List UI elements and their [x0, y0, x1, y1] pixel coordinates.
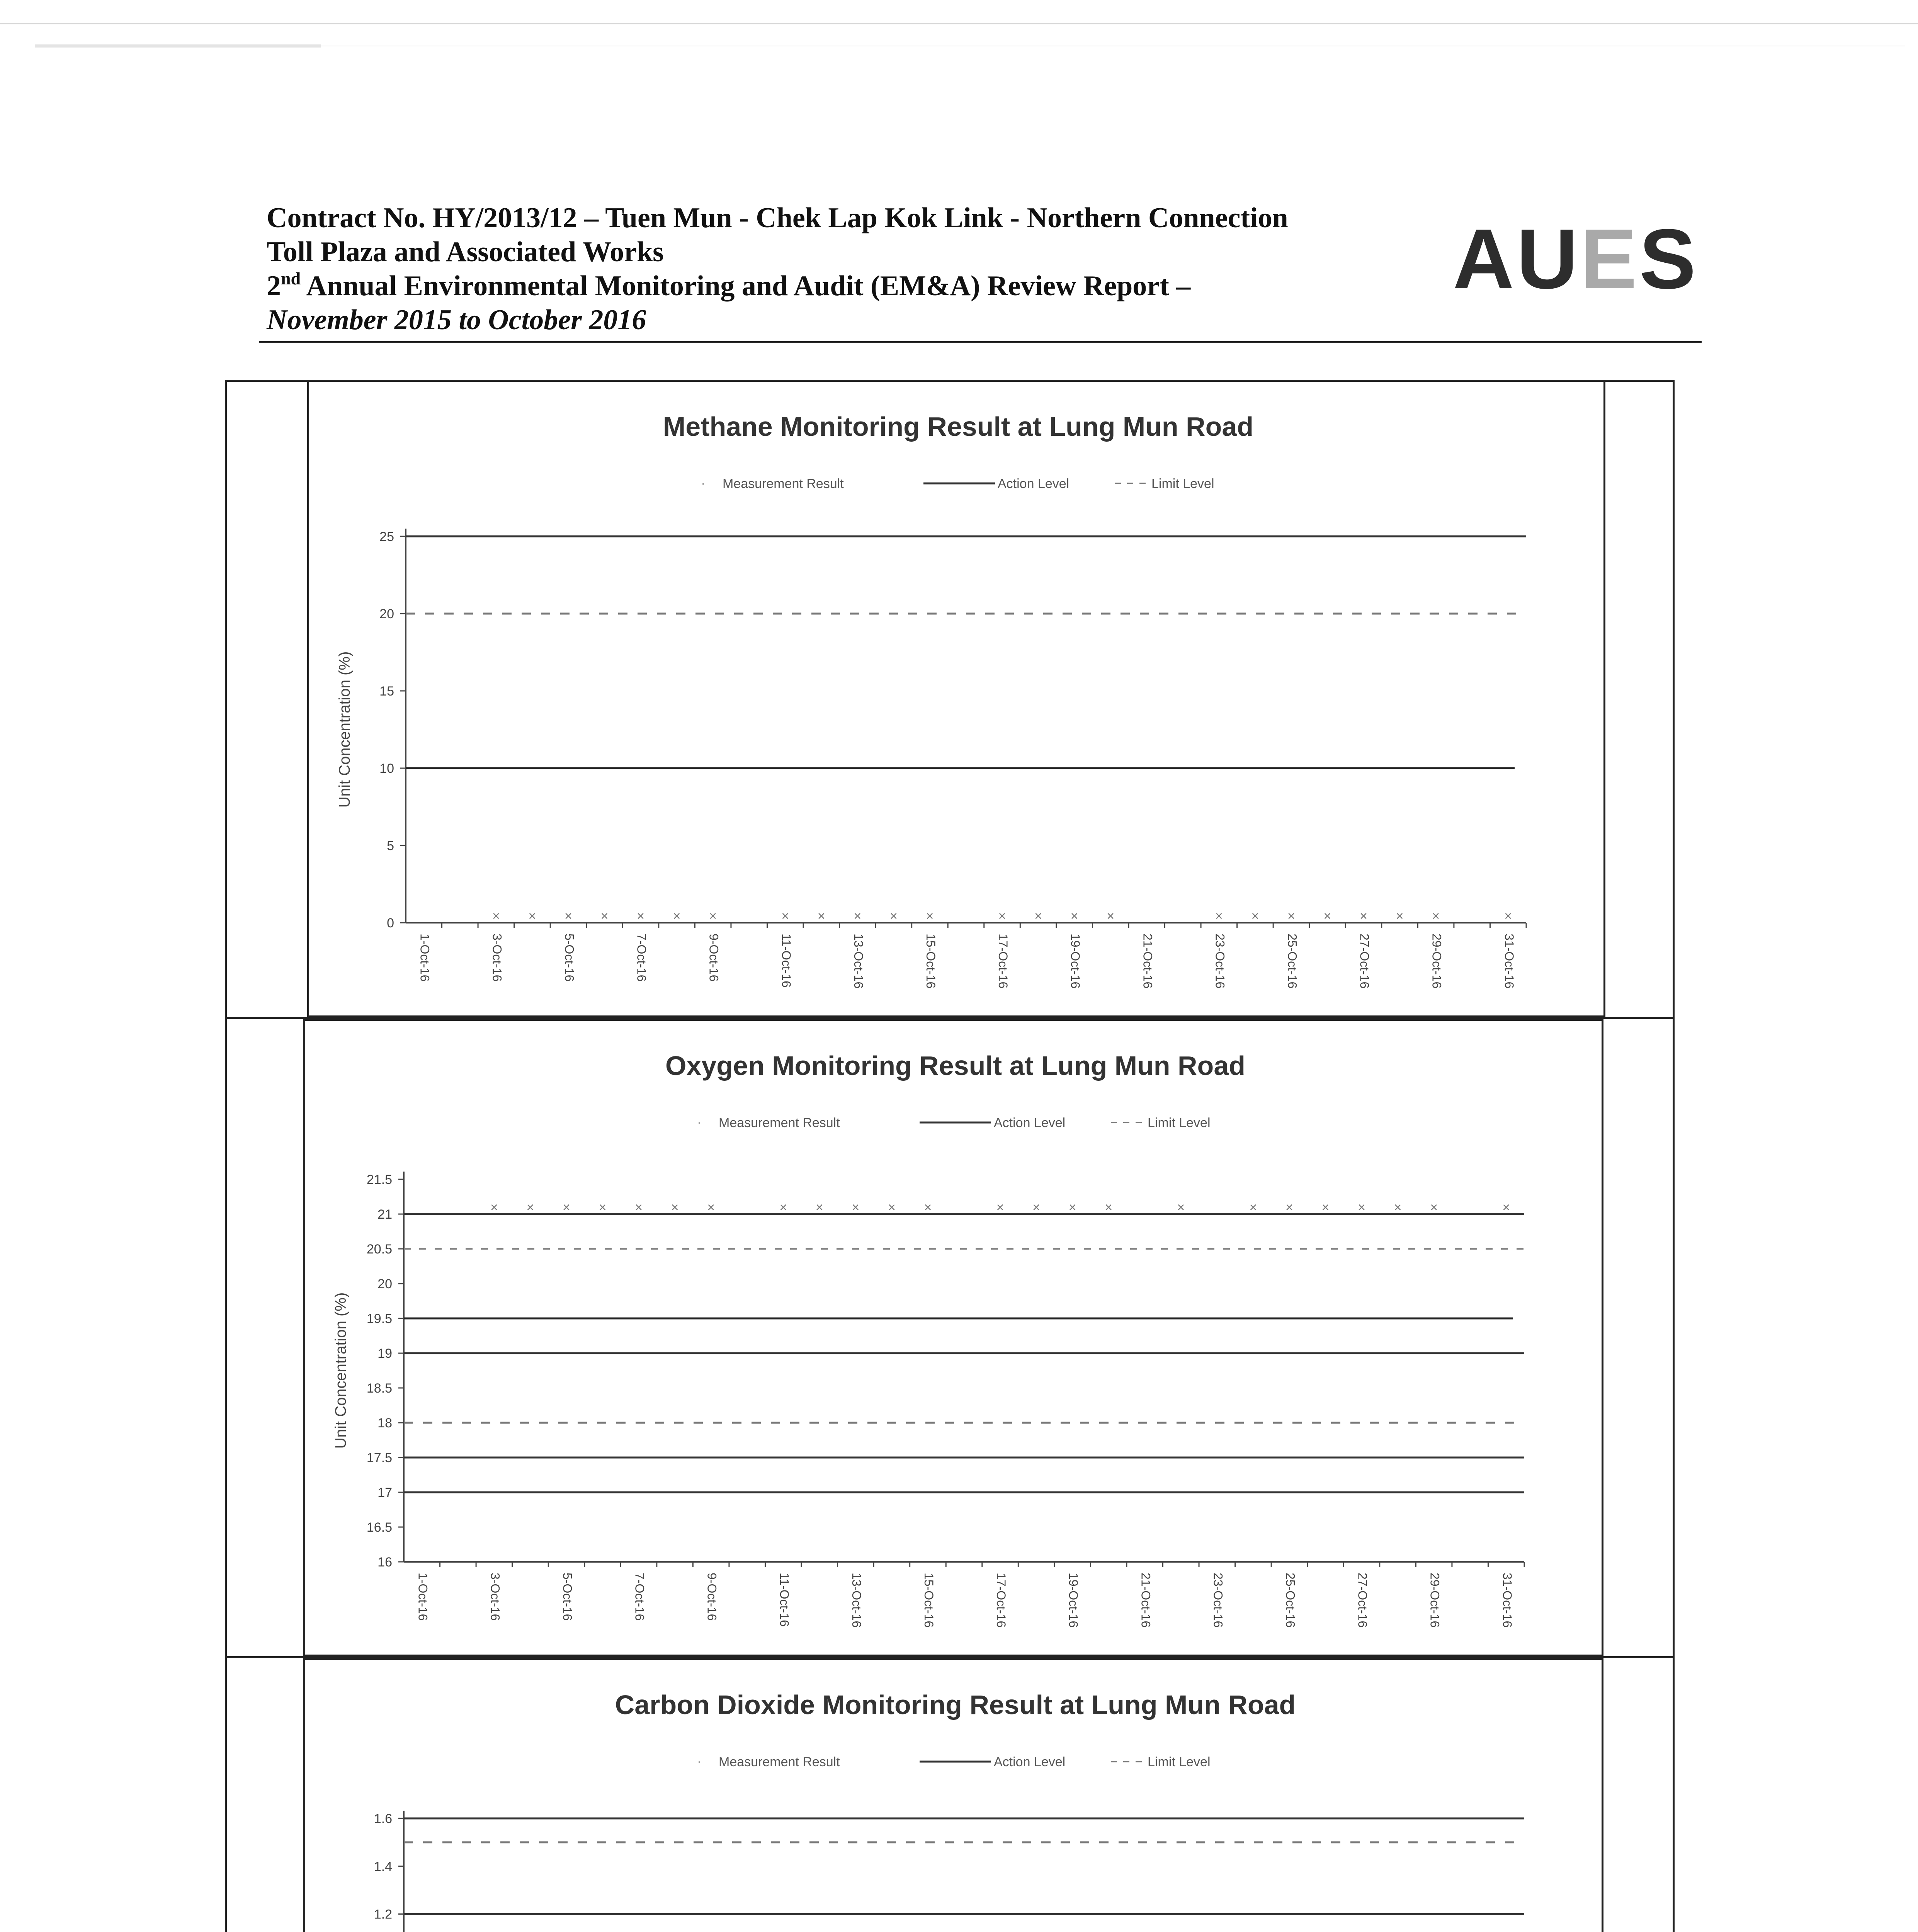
x-tick-label: 19-Oct-16: [1068, 934, 1083, 989]
measurement-point: ×: [1032, 1200, 1041, 1215]
x-tick-label: 9-Oct-16: [705, 1573, 719, 1621]
measurement-point: ×: [1432, 909, 1440, 923]
x-tick-label: 1-Oct-16: [418, 934, 432, 982]
measurement-point: ×: [1358, 1200, 1365, 1215]
report-period: November 2015 to October 2016: [267, 304, 646, 336]
measurement-point: ×: [526, 1200, 534, 1215]
measurement-point: ×: [781, 909, 789, 923]
measurement-point: ×: [852, 1200, 860, 1215]
y-tick-label: 18: [377, 1416, 392, 1430]
measurement-point: ×: [996, 1200, 1004, 1215]
y-tick-label: 20: [379, 607, 394, 621]
measurement-point: ×: [600, 909, 609, 923]
measurement-point: ×: [707, 1200, 715, 1215]
contract-subtitle: Toll Plaza and Associated Works: [267, 236, 664, 268]
x-tick-label: 21-Oct-16: [1139, 1573, 1153, 1628]
measurement-point: ×: [673, 909, 681, 923]
legend-limit: Limit Level: [1148, 1755, 1211, 1769]
measurement-point: ×: [888, 1200, 896, 1215]
measurement-point: ×: [563, 1200, 570, 1215]
methane-chart: [307, 380, 1605, 1017]
methane-chart-svg: [309, 382, 1607, 1019]
measurement-point: ×: [1430, 1200, 1438, 1215]
y-tick-label: 17.5: [366, 1451, 392, 1465]
y-axis-title: Unit Concentration (%): [336, 651, 353, 808]
x-tick-label: 31-Oct-16: [1500, 1573, 1514, 1628]
report-title: 2nd Annual Environmental Monitoring and Audit (EM&A) Review Report –: [267, 269, 1191, 302]
oxygen-chart-svg: [305, 1021, 1605, 1658]
measurement-point: ×: [924, 1200, 932, 1215]
scan-artifact: [0, 23, 1918, 50]
x-tick-label: 15-Oct-16: [922, 1573, 936, 1628]
measurement-point: ×: [1321, 1200, 1330, 1215]
y-tick-label: 19.5: [366, 1311, 392, 1326]
measurement-point: ×: [854, 909, 862, 923]
measurement-point: ×: [1396, 909, 1404, 923]
y-tick-label: 21.5: [366, 1172, 392, 1187]
x-tick-label: 3-Oct-16: [490, 934, 504, 982]
y-tick-label: 10: [379, 761, 394, 776]
measurement-point: ×: [889, 909, 898, 923]
x-tick-label: 25-Oct-16: [1285, 934, 1299, 989]
measurement-point: ×: [490, 1200, 498, 1215]
measurement-point: ×: [637, 909, 644, 923]
measurement-point: ×: [528, 909, 536, 923]
y-tick-label: 25: [379, 529, 394, 544]
x-tick-label: 29-Oct-16: [1430, 934, 1444, 989]
y-tick-label: 16: [377, 1555, 392, 1570]
legend-action: Action Level: [998, 476, 1070, 491]
x-tick-label: 11-Oct-16: [779, 934, 793, 988]
y-tick-label: 20: [377, 1277, 392, 1291]
x-tick-label: 19-Oct-16: [1066, 1573, 1081, 1628]
measurement-point: ×: [1504, 909, 1512, 923]
measurement-point: ×: [671, 1200, 679, 1215]
y-tick-label: 17: [377, 1485, 392, 1500]
legend-measurement: Measurement Result: [723, 476, 844, 491]
x-tick-label: 17-Oct-16: [996, 934, 1010, 989]
legend-measurement-marker: ·: [697, 1114, 702, 1131]
y-tick-label: 1.4: [374, 1859, 392, 1874]
measurement-point: ×: [1360, 909, 1367, 923]
x-tick-label: 25-Oct-16: [1283, 1573, 1297, 1628]
chart-title: Oxygen Monitoring Result at Lung Mun Road: [665, 1051, 1246, 1081]
legend-measurement: Measurement Result: [719, 1755, 840, 1769]
measurement-point: ×: [635, 1200, 643, 1215]
y-tick-label: 0: [387, 916, 394, 930]
y-tick-label: 5: [387, 838, 394, 853]
legend-limit: Limit Level: [1151, 476, 1214, 491]
x-tick-label: 3-Oct-16: [488, 1573, 502, 1621]
y-tick-label: 20.5: [366, 1242, 392, 1257]
measurement-point: ×: [1068, 1200, 1076, 1215]
measurement-point: ×: [1251, 909, 1259, 923]
measurement-point: ×: [709, 909, 717, 923]
y-tick-label: 1.6: [374, 1811, 392, 1826]
measurement-point: ×: [817, 909, 825, 923]
measurement-point: ×: [1394, 1200, 1402, 1215]
co2-chart: [303, 1658, 1603, 1932]
y-axis-title: Unit Concentration (%): [332, 1292, 349, 1449]
chart-title: Carbon Dioxide Monitoring Result at Lung Mun Road: [615, 1690, 1296, 1720]
legend-action: Action Level: [994, 1116, 1066, 1130]
x-tick-label: 23-Oct-16: [1213, 934, 1227, 989]
x-tick-label: 1-Oct-16: [416, 1573, 430, 1621]
measurement-point: ×: [1034, 909, 1042, 923]
chart-title: Methane Monitoring Result at Lung Mun Road: [663, 412, 1254, 442]
legend-measurement-marker: ·: [697, 1753, 702, 1770]
legend-action: Action Level: [994, 1755, 1066, 1769]
measurement-point: ×: [1287, 909, 1295, 923]
contract-title: Contract No. HY/2013/12 – Tuen Mun - Chek Lap Kok Link - Northern Connection: [267, 202, 1288, 234]
x-tick-label: 5-Oct-16: [560, 1573, 575, 1621]
legend-measurement-marker: ·: [701, 474, 706, 492]
x-tick-label: 9-Oct-16: [707, 934, 721, 982]
x-tick-label: 13-Oct-16: [851, 934, 865, 989]
measurement-point: ×: [1323, 909, 1331, 923]
x-tick-label: 11-Oct-16: [777, 1573, 791, 1627]
measurement-point: ×: [1105, 1200, 1113, 1215]
x-tick-label: 13-Oct-16: [849, 1573, 864, 1628]
measurement-point: ×: [1215, 909, 1223, 923]
measurement-point: ×: [492, 909, 500, 923]
x-tick-label: 31-Oct-16: [1502, 934, 1516, 989]
y-tick-label: 15: [379, 684, 394, 699]
legend-measurement: Measurement Result: [719, 1116, 840, 1130]
y-tick-label: 21: [377, 1207, 392, 1222]
x-tick-label: 7-Oct-16: [633, 1573, 647, 1621]
measurement-point: ×: [1107, 909, 1115, 923]
y-tick-label: 19: [377, 1346, 392, 1361]
co2-chart-svg: [305, 1660, 1605, 1932]
x-tick-label: 21-Oct-16: [1141, 934, 1155, 989]
y-tick-label: 18.5: [366, 1381, 392, 1396]
y-tick-label: 1.2: [374, 1907, 392, 1922]
x-tick-label: 27-Oct-16: [1357, 934, 1372, 989]
x-tick-label: 23-Oct-16: [1211, 1573, 1225, 1628]
measurement-point: ×: [1070, 909, 1078, 923]
oxygen-chart: [303, 1019, 1603, 1656]
measurement-point: ×: [565, 909, 572, 923]
aues-logo: AUES: [1453, 211, 1699, 306]
x-tick-label: 27-Oct-16: [1355, 1573, 1370, 1628]
x-tick-label: 17-Oct-16: [994, 1573, 1008, 1628]
measurement-point: ×: [815, 1200, 823, 1215]
legend-limit: Limit Level: [1148, 1116, 1211, 1130]
x-tick-label: 7-Oct-16: [634, 934, 649, 982]
report-header: [267, 201, 1464, 337]
measurement-point: ×: [779, 1200, 787, 1215]
header-rule: [259, 341, 1702, 343]
measurement-point: ×: [1177, 1200, 1185, 1215]
measurement-point: ×: [1285, 1200, 1293, 1215]
measurement-point: ×: [1249, 1200, 1257, 1215]
measurement-point: ×: [1502, 1200, 1510, 1215]
x-tick-label: 15-Oct-16: [923, 934, 938, 989]
measurement-point: ×: [926, 909, 934, 923]
measurement-point: ×: [998, 909, 1006, 923]
y-tick-label: 16.5: [366, 1520, 392, 1535]
x-tick-label: 5-Oct-16: [562, 934, 576, 982]
x-tick-label: 29-Oct-16: [1428, 1573, 1442, 1628]
measurement-point: ×: [599, 1200, 607, 1215]
